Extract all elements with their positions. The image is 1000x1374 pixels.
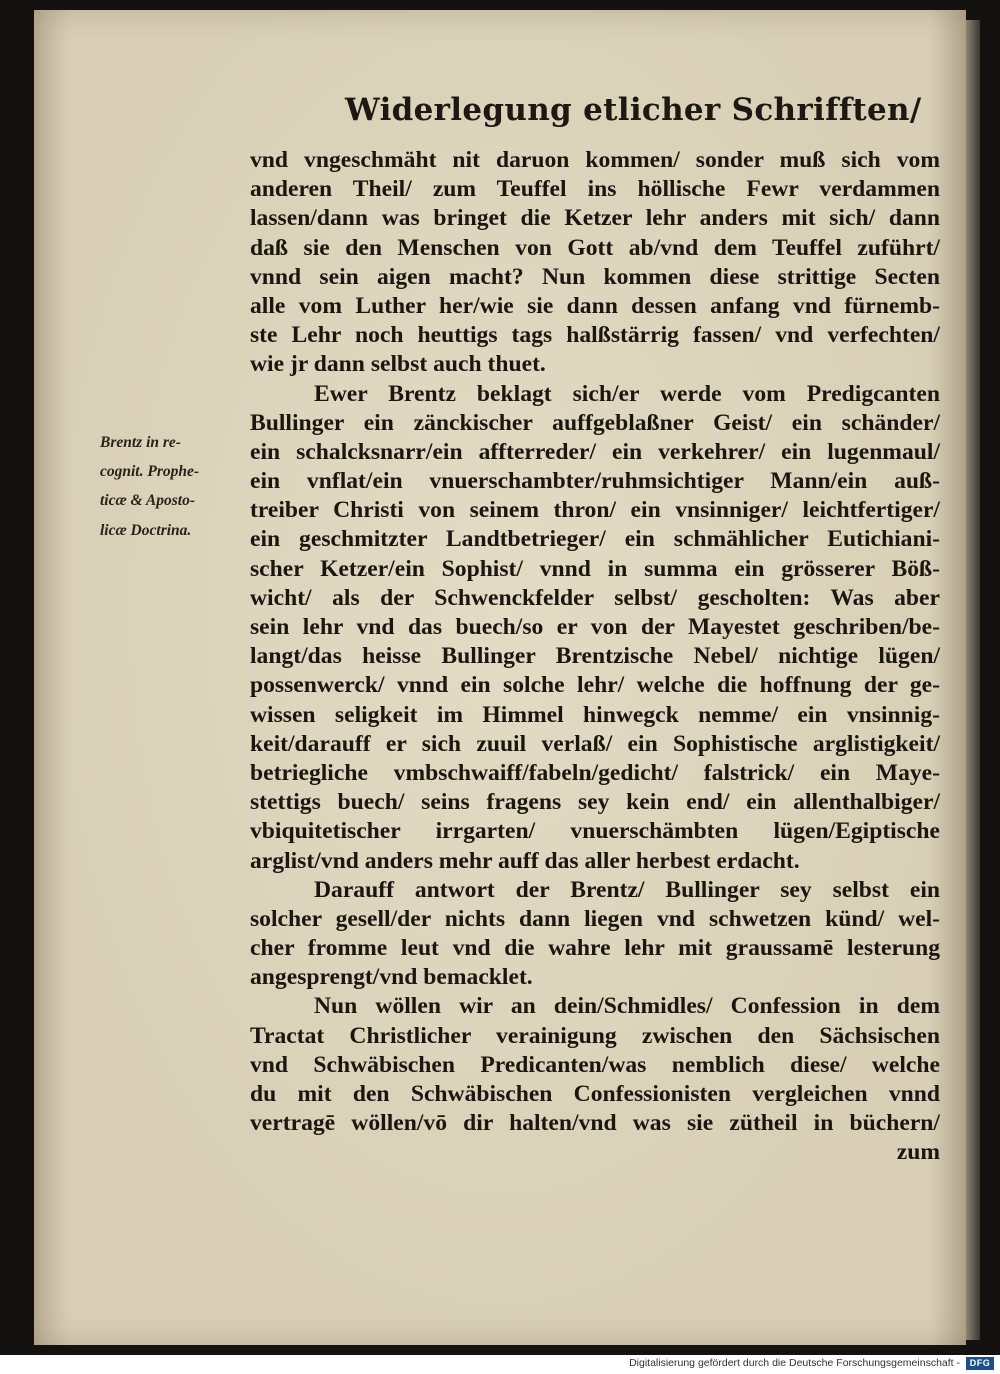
margin-note-line: Brentz in re- bbox=[100, 434, 181, 451]
text-line: ste Lehr noch heuttigs tags halßstärrig fassen/ vnd verfechten/ bbox=[250, 322, 940, 349]
text-line: Nun wöllen wir an dein/Schmidles/ Confession in dem bbox=[314, 993, 940, 1020]
text-line: arglist/vnd anders mehr auff das aller herbest erdacht. bbox=[250, 847, 800, 874]
text-line: Darauff antwort der Brentz/ Bullinger sey selbst ein bbox=[314, 876, 940, 903]
text-line: langt/das heisse Bullinger Brentzische Nebel/ nichtige lügen/ bbox=[250, 643, 940, 670]
text-line: du mit den Schwäbischen Confessionisten vergleichen vnnd bbox=[250, 1081, 940, 1107]
text-line: wissen seligkeit im Himmel hinwegck nemme/ ein vnsinnig- bbox=[250, 701, 940, 728]
text-line: keit/darauff er sich zuuil verlaß/ ein Sophistische arglistigkeit/ bbox=[250, 730, 940, 757]
text-line: stettigs buech/ seins fragens sey kein end/ ein allenthalbiger/ bbox=[250, 789, 940, 816]
footer-bar bbox=[0, 1355, 1000, 1374]
page-edge bbox=[966, 20, 980, 1340]
footer-credit: Digitalisierung gefördert durch die Deutsche Forschungsgemeinschaft - bbox=[629, 1357, 960, 1369]
text-line: vertragē wöllen/vō dir halten/vnd was sie zütheil in büchern/ bbox=[250, 1110, 940, 1137]
text-line: vnnd sein aigen macht? Nun kommen diese strittige Secten bbox=[250, 263, 940, 290]
text-line: possenwerck/ vnnd ein solche lehr/ welche die hoffnung der ge- bbox=[250, 672, 940, 699]
text-line: vnd vngeschmäht nit daruon kommen/ sonder muß sich vom bbox=[250, 147, 940, 173]
text-line: scher Ketzer/ein Sophist/ vnnd in summa ein grösserer Böß- bbox=[250, 555, 940, 582]
margin-note-line: cognit. Prophe- bbox=[100, 463, 200, 481]
dfg-logo[interactable]: DFG bbox=[966, 1357, 994, 1370]
body-text bbox=[250, 146, 940, 1168]
text-line: ein geschmitzter Landtbetrieger/ ein schmählicher Eutichiani- bbox=[250, 526, 940, 553]
text-line: betriegliche vmbschwaiff/fabeln/gedicht/ falstrick/ ein Maye- bbox=[250, 759, 940, 786]
text-line: ein schalcksnarr/ein affterreder/ ein verkehrer/ ein lugenmaul/ bbox=[250, 438, 940, 465]
running-head: Widerlegung etlicher Schrifften/ bbox=[345, 92, 922, 128]
margin-note bbox=[100, 428, 250, 545]
text-line: anderen Theil/ zum Teuffel ins höllische Fewr verdammen bbox=[250, 176, 940, 203]
text-line: treiber Christi von seinem thron/ ein vnsinniger/ leichtfertiger/ bbox=[250, 497, 940, 524]
text-line: vbiquitetischer irrgarten/ vnuerschämbten lügen/Egiptische bbox=[250, 818, 940, 845]
text-line: Tractat Christlicher verainigung zwischen den Sächsischen bbox=[250, 1022, 940, 1049]
text-line: alle vom Luther her/wie sie dann dessen anfang vnd fürnemb- bbox=[250, 292, 940, 319]
catchword: zum bbox=[896, 1139, 940, 1166]
margin-note-line: licæ Doctrina. bbox=[100, 521, 192, 539]
text-line: vnd Schwäbischen Predicanten/was nemblich diese/ welche bbox=[250, 1051, 940, 1078]
text-line: wie jr dann selbst auch thuet. bbox=[250, 351, 546, 378]
text-line: cher fromme leut vnd die wahre lehr mit graussamē lesterung bbox=[250, 935, 940, 962]
text-line: Bullinger ein zänckischer auffgeblaßner Geist/ ein schänder/ bbox=[250, 409, 940, 436]
text-line: ein vnflat/ein vnuerschambter/ruhmsichtiger Mann/ein auß- bbox=[250, 468, 940, 495]
text-line: Ewer Brentz beklagt sich/er werde vom Predigcanten bbox=[314, 380, 940, 407]
text-line: sein lehr vnd das buech/so er von der Mayestet geschriben/be- bbox=[250, 614, 940, 640]
text-line: daß sie den Menschen von Gott ab/vnd dem Teuffel zuführt/ bbox=[250, 234, 940, 261]
text-line: wicht/ als der Schwenckfelder selbst/ gescholten: Was aber bbox=[250, 584, 940, 611]
text-line: lassen/dann was bringet die Ketzer lehr anders mit sich/ dann bbox=[250, 205, 940, 232]
text-line: angesprengt/vnd bemacklet. bbox=[250, 964, 533, 991]
text-line: solcher gesell/der nichts dann liegen vnd schwetzen künd/ wel- bbox=[250, 905, 940, 932]
margin-note-line: ticæ & Aposto- bbox=[100, 492, 196, 510]
